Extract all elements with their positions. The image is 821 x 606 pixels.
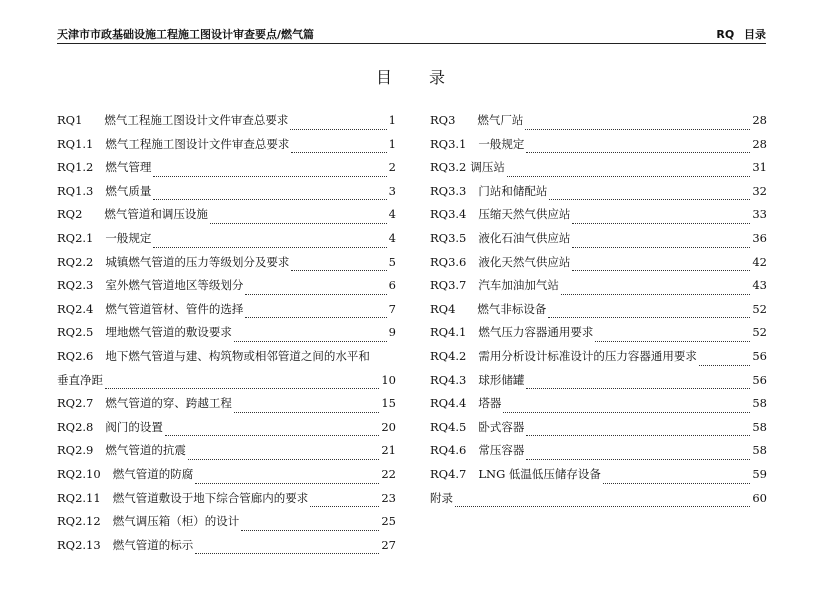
toc-entry[interactable]	[57, 395, 396, 419]
toc-entry[interactable]	[57, 372, 396, 396]
toc-entry-page: 58	[752, 396, 767, 411]
toc-entry-label: 埋地燃气管道的敷设要求	[105, 325, 232, 340]
toc-entry[interactable]	[57, 112, 396, 136]
toc-entry-code: RQ4.5	[430, 419, 467, 434]
toc-entry[interactable]	[57, 348, 396, 372]
toc-entry-label: 燃气管道敷设于地下综合管廊内的要求	[112, 490, 309, 505]
toc-entry-code: RQ2.1	[57, 230, 94, 245]
toc-entry-page: 52	[752, 301, 767, 316]
header-section: RQ 目录	[716, 28, 766, 41]
toc-entry[interactable]	[57, 183, 396, 207]
toc-entry-page: 58	[752, 419, 767, 434]
toc-entry-leader	[195, 552, 379, 554]
toc-entry[interactable]	[57, 159, 396, 183]
toc-entry[interactable]	[57, 136, 396, 160]
toc-entry-label: 液化天然气供应站	[478, 254, 571, 269]
toc-entry-page: 56	[752, 372, 767, 387]
toc-entry-leader	[210, 222, 387, 224]
toc-entry[interactable]	[57, 537, 396, 561]
toc-entry-label: LNG 低温低压储存设备	[478, 466, 601, 481]
toc-entry-page: 5	[388, 254, 396, 269]
toc-entry-label: 常压容器	[478, 443, 525, 458]
toc-entry-code: RQ3.3	[430, 183, 467, 198]
toc-entry-page: 6	[388, 278, 396, 293]
toc-entry[interactable]	[430, 136, 767, 160]
toc-entry-label: 燃气质量	[105, 183, 152, 198]
toc-entry-label: 室外燃气管道地区等级划分	[105, 278, 244, 293]
toc-entry-leader	[188, 458, 379, 460]
toc-entry-leader	[291, 269, 386, 271]
toc-entry[interactable]	[430, 372, 767, 396]
toc-entry-label: 液化石油气供应站	[478, 230, 571, 245]
toc-entry-leader	[699, 364, 750, 366]
toc-entry-label: 需用分析设计标准设计的压力容器通用要求	[478, 348, 697, 363]
toc-entry[interactable]	[57, 419, 396, 443]
toc-entry-leader	[153, 175, 386, 177]
toc-entry[interactable]	[430, 254, 767, 278]
toc-entry-label: 塔器	[478, 396, 502, 411]
header-title: 天津市市政基础设施工程施工图设计审查要点/燃气篇	[57, 28, 315, 41]
toc-entry-page: 42	[752, 254, 767, 269]
toc-entry-label: 垂直净距	[57, 372, 103, 387]
toc-entry-code: RQ2.8	[57, 419, 94, 434]
toc-entry[interactable]	[57, 254, 396, 278]
toc-right-column	[430, 112, 767, 513]
toc-entry-code: RQ2.5	[57, 325, 94, 340]
toc-entry-page: 1	[388, 113, 396, 127]
toc-entry-label: 附录	[430, 490, 453, 505]
toc-entry-leader	[195, 482, 379, 484]
toc-entry-code: RQ4.3	[430, 372, 467, 387]
toc-entry-label: 一般规定	[478, 136, 525, 151]
toc-entry-leader	[245, 293, 386, 295]
toc-entry-leader	[153, 198, 386, 200]
toc-entry-code: RQ2.3	[57, 278, 94, 293]
toc-entry-code: RQ3.4	[430, 207, 467, 222]
toc-entry-leader	[105, 387, 379, 389]
toc-entry-label: 汽车加油加气站	[478, 278, 559, 293]
toc-entry[interactable]	[430, 466, 767, 490]
toc-entry-page: 27	[381, 537, 396, 552]
toc-entry-code: RQ2	[57, 207, 83, 222]
toc-entry[interactable]	[430, 159, 767, 183]
toc-entry[interactable]	[57, 206, 396, 230]
toc-entry[interactable]	[57, 466, 396, 490]
toc-entry-code: RQ4.2	[430, 348, 467, 363]
toc-entry-page: 2	[388, 160, 396, 175]
toc-entry-label: 燃气管道的标示	[112, 537, 194, 552]
toc-entry-leader	[310, 505, 379, 507]
toc-entry-leader	[526, 387, 750, 389]
toc-entry-code: RQ2.9	[57, 443, 94, 458]
toc-entry[interactable]	[430, 348, 767, 372]
page-title: 目 录	[375, 68, 462, 87]
toc-left-column	[57, 112, 396, 560]
toc-entry-leader	[572, 269, 750, 271]
toc-entry-page: 9	[388, 325, 396, 340]
toc-entry[interactable]	[57, 301, 396, 325]
toc-entry-label: 燃气管道和调压设施	[104, 207, 208, 222]
toc-entry-code: RQ3.6	[430, 254, 467, 269]
toc-entry-leader	[245, 316, 386, 318]
toc-entry-label: 燃气厂站	[477, 113, 524, 127]
toc-entry[interactable]	[57, 490, 396, 514]
toc-entry-leader	[241, 529, 379, 531]
toc-entry-page: 32	[752, 183, 767, 198]
toc-entry-code: RQ3.2	[430, 160, 467, 175]
toc-entry[interactable]	[430, 490, 767, 514]
toc-entry-page: 25	[381, 514, 396, 529]
toc-entry-label: 燃气管道的抗震	[105, 443, 186, 458]
toc-entry-page: 58	[752, 443, 767, 458]
toc-entry-code: RQ4.6	[430, 443, 467, 458]
toc-entry-page: 4	[388, 207, 396, 222]
toc-entry-code: RQ2.4	[57, 301, 94, 316]
toc-entry-code: RQ1.1	[57, 136, 94, 151]
toc-entry[interactable]	[430, 324, 767, 348]
toc-entry[interactable]	[430, 230, 767, 254]
toc-entry-label: 阀门的设置	[105, 419, 163, 434]
toc-entry-label: 燃气调压箱（柜）的设计	[112, 514, 240, 529]
toc-entry-code: RQ1.2	[57, 160, 94, 175]
toc-entry-leader	[595, 340, 750, 342]
toc-entry-page: 22	[381, 466, 396, 481]
toc-entry-label: 卧式容器	[478, 419, 525, 434]
toc-entry[interactable]	[430, 112, 767, 136]
toc-entry-code: RQ3.7	[430, 278, 467, 293]
toc-entry-page: 28	[752, 136, 767, 151]
toc-entry-page: 23	[381, 490, 396, 505]
toc-entry-leader	[572, 222, 750, 224]
toc-entry-page: 1	[388, 136, 396, 151]
header-divider	[57, 43, 766, 44]
toc-entry[interactable]	[430, 442, 767, 466]
toc-entry-label: 燃气工程施工图设计文件审查总要求	[104, 113, 289, 127]
toc-entry-leader	[290, 128, 386, 130]
toc-entry[interactable]	[57, 277, 396, 301]
toc-entry-code: RQ2.13	[57, 537, 101, 552]
toc-entry-code: RQ2.6	[57, 348, 94, 363]
toc-entry[interactable]	[57, 442, 396, 466]
running-header	[57, 26, 766, 42]
toc-entry[interactable]	[430, 206, 767, 230]
toc-entry-leader	[507, 175, 750, 177]
toc-entry[interactable]	[57, 230, 396, 254]
toc-entry-page: 4	[388, 230, 396, 245]
toc-entry-code: RQ1.3	[57, 183, 94, 198]
toc-entry-code: RQ4	[430, 301, 456, 316]
toc-entry-code: RQ2.12	[57, 514, 101, 529]
toc-entry-leader	[561, 293, 750, 295]
toc-entry-label: 燃气压力容器通用要求	[478, 325, 594, 340]
toc-entry-page: 56	[752, 348, 767, 363]
toc-entry[interactable]	[430, 183, 767, 207]
toc-entry-label: 球形储罐	[478, 372, 525, 387]
toc-entry-code: RQ2.11	[57, 490, 101, 505]
toc-entry-code: RQ1	[57, 113, 83, 127]
toc-entry-code: RQ2.2	[57, 254, 94, 269]
toc-entry-leader	[526, 458, 750, 460]
toc-entry-leader	[455, 505, 750, 507]
toc-entry-leader	[503, 411, 750, 413]
toc-entry-label: 调压站	[470, 160, 505, 175]
toc-entry-leader	[291, 151, 386, 153]
toc-entry[interactable]	[430, 395, 767, 419]
toc-entry-leader	[525, 128, 750, 130]
toc-entry-code: RQ4.1	[430, 325, 467, 340]
toc-entry[interactable]	[430, 277, 767, 301]
toc-entry-leader	[153, 246, 386, 248]
toc-entry[interactable]	[430, 419, 767, 443]
toc-entry-page: 60	[752, 490, 767, 505]
toc-entry-label: 一般规定	[105, 230, 152, 245]
toc-entry[interactable]	[430, 301, 767, 325]
toc-entry-leader	[548, 316, 750, 318]
toc-entry-code: RQ3.1	[430, 136, 467, 151]
toc-entry-leader	[165, 434, 379, 436]
toc-entry-label: 地下燃气管道与建、构筑物或相邻管道之间的水平和	[105, 348, 370, 363]
toc-entry-page: 43	[752, 278, 767, 293]
toc-entry-leader	[234, 411, 379, 413]
toc-entry-label: 燃气工程施工图设计文件审查总要求	[105, 136, 290, 151]
toc-entry-leader	[526, 434, 750, 436]
toc-entry-page: 3	[388, 183, 396, 198]
toc-entry-page: 10	[381, 372, 396, 387]
toc-entry-page: 31	[752, 160, 767, 175]
toc-entry-page: 28	[752, 113, 767, 127]
toc-entry-page: 7	[388, 301, 396, 316]
toc-entry-leader	[526, 151, 750, 153]
toc-entry-code: RQ4.4	[430, 396, 467, 411]
toc-entry-page: 59	[752, 466, 767, 481]
toc-entry-page: 21	[381, 443, 396, 458]
toc-entry-code: RQ2.7	[57, 396, 94, 411]
toc-entry-page: 36	[752, 230, 767, 245]
toc-entry[interactable]	[57, 513, 396, 537]
toc-entry-leader	[603, 482, 750, 484]
toc-entry-leader	[572, 246, 750, 248]
toc-entry-label: 燃气非标设备	[477, 301, 547, 316]
toc-entry-page: 20	[381, 419, 396, 434]
toc-entry-label: 燃气管理	[105, 160, 152, 175]
toc-entry-label: 燃气管道的穿、跨越工程	[105, 396, 232, 411]
toc-entry-page: 33	[752, 207, 767, 222]
toc-entry-code: RQ3.5	[430, 230, 467, 245]
toc-entry-code: RQ2.10	[57, 466, 101, 481]
toc-entry-page: 52	[752, 325, 767, 340]
toc-entry-label: 燃气管道管材、管件的选择	[105, 301, 244, 316]
toc-entry-label: 燃气管道的防腐	[112, 466, 194, 481]
toc-entry-code: RQ4.7	[430, 466, 467, 481]
toc-entry-label: 城镇燃气管道的压力等级划分及要求	[105, 254, 290, 269]
toc-entry[interactable]	[57, 324, 396, 348]
toc-entry-label: 门站和储配站	[478, 183, 548, 198]
toc-entry-page: 15	[381, 396, 396, 411]
toc-entry-code: RQ3	[430, 113, 456, 127]
toc-entry-label: 压缩天然气供应站	[478, 207, 571, 222]
toc-entry-leader	[234, 340, 387, 342]
toc-entry-leader	[549, 198, 750, 200]
